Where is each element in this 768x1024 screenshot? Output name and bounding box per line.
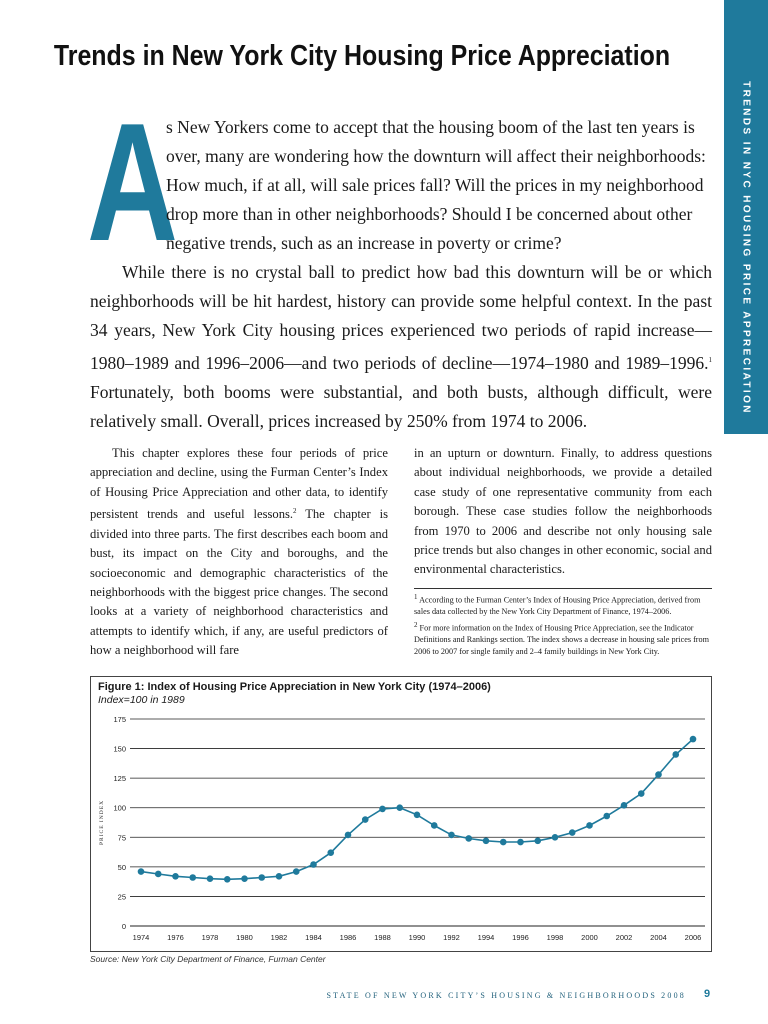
data-point [603,813,610,820]
data-point [483,838,490,845]
footnote-divider [414,588,712,589]
data-point [638,790,645,797]
data-point [500,839,507,846]
figure-source: Source: New York City Department of Finance, Furman Center [90,954,326,964]
data-point [465,835,472,842]
x-tick-label: 1994 [477,933,495,942]
intro-line: s New Yorkers come to accept that the housing boom of the last ten years is [166,117,695,137]
data-point [431,822,438,829]
y-tick-label: 175 [113,715,126,724]
y-tick-label: 100 [113,803,126,813]
figure-title: Figure 1: Index of Housing Price Appreciation in New York City (1974–2006) [98,681,491,693]
intro-line: How much, if at all, will sale prices fall? Will the prices in my neighborhood [166,175,704,195]
footnote-ref: 1 [708,355,712,364]
x-tick-label: 1976 [167,933,184,942]
x-tick-label: 1984 [305,933,322,942]
data-point [414,812,421,819]
data-point [690,736,697,743]
intro-line: over, many are wondering how the downturn will affect their neighborhoods: [166,146,706,166]
intro-paragraph-text: While there is no crystal ball to predict how bad this downturn will be or which neighborhoods will be hit hardest, history can provide some helpful context. In the past 34 years, New York City housing prices experienced two periods of rapid increase—1980–1989 and 1996–2006—and two periods of decline—1974–1980 and 1989–1996. [90,262,712,373]
intro-paragraph [90,258,712,436]
data-point [241,875,248,882]
price-index-chart [90,676,712,952]
data-point [621,802,628,809]
data-point [345,832,352,839]
y-tick-label: 150 [113,744,126,754]
data-point [655,771,662,778]
y-tick-label: 25 [117,892,126,902]
data-point [448,832,455,839]
data-point [207,875,214,882]
page-number: 9 [704,988,711,1000]
x-tick-label: 1988 [374,933,391,942]
footnotes [414,592,712,659]
footnote: $^1$ According to the Furman Center’s Index of Housing Price Appreciation, derived from sales data collected by the New York City Department of Finance, 1974–2006. [414,593,701,617]
page-title: Trends in New York City Housing Price Appreciation [53,40,671,72]
y-tick-label: 125 [113,774,126,784]
x-tick-label: 1996 [512,933,529,942]
body-text: This chapter explores these four periods of price appreciation and decline, using the Furman Center’s Index of Housing Price Appreciation and other data, to identify persistent trends and useful lessons. [90,446,388,522]
data-point [517,839,524,846]
data-point [310,861,317,868]
figure-subtitle: Index=100 in 1989 [98,694,185,706]
data-point [379,806,386,813]
data-point [155,871,162,878]
drop-cap: A [87,88,178,276]
body-column-left [90,444,388,661]
data-point [189,874,196,881]
x-tick-label: 1982 [270,933,288,942]
data-point [224,876,231,883]
data-point [552,834,559,841]
x-tick-label: 2004 [650,933,667,942]
side-tab-label: TRENDS IN NYC HOUSING PRICE APPRECIATION [740,81,752,415]
x-tick-label: 1990 [408,933,426,942]
intro-paragraph-end: Fortunately, both booms were substantial, and both busts, although difficult, were relatively small. Overall, prices increased by 250% from 1974 to 2006. [90,381,712,431]
x-tick-label: 1980 [236,933,253,942]
y-tick-label: 75 [117,833,126,843]
x-tick-label: 2000 [581,933,598,942]
data-point [569,829,576,836]
x-tick-label: 1978 [201,933,219,942]
data-point [534,838,541,845]
y-tick-label: 50 [117,862,126,872]
y-tick-label: 0 [121,922,126,931]
body-text: The chapter is divided into three parts. The first describes each boom and bust, its impact on the City and boroughs, and the socioeconomic and demographic characteristics of the neighborhoods with the biggest price changes. The second looks at a variety of neighborhood characteristics and attempts to identify which, if any, are useful predictors of how a neighborhood will fare [90,507,388,658]
intro-line: negative trends, such as an increase in poverty or crime? [166,233,562,253]
data-point [138,868,145,875]
y-axis-label: PRICE INDEX [99,799,105,846]
footnote: $^2$ For more information on the Index of Housing Price Appreciation, see the Indicator Definitions and Rankings section. The index shows a decrease in housing sale prices from 2006 to 2007 for single family and 2–4 family buildings in New York City. [414,620,709,656]
data-point [276,873,283,880]
data-point [586,822,593,829]
x-tick-label: 1992 [443,933,460,942]
series-line [141,739,693,879]
data-point [172,873,179,880]
data-point [362,816,369,823]
x-tick-label: 1974 [132,933,150,942]
body-column-right: in an upturn or downturn. Finally, to address questions about individual neighborhoods, we provide a detailed case study of one representative community from each borough. These case studies follow the neighborhoods from 1970 to 2006 and describe not only housing sale price trends but also changes in other economic, social and environmental characteristics. [414,446,712,577]
footnote-ref: 2 [293,507,297,516]
data-point [672,751,679,758]
data-point [327,849,334,856]
x-tick-label: 2002 [615,933,633,942]
data-point [396,804,403,811]
x-tick-label: 1998 [546,933,564,942]
data-point [293,868,300,875]
data-point [258,874,265,881]
x-tick-label: 1986 [339,933,357,942]
running-footer: STATE OF NEW YORK CITY’S HOUSING & NEIGHBORHOODS 2008 [326,991,686,1000]
x-tick-label: 2006 [684,933,702,942]
intro-line: drop more than in other neighborhoods? Should I be concerned about other [166,204,693,224]
